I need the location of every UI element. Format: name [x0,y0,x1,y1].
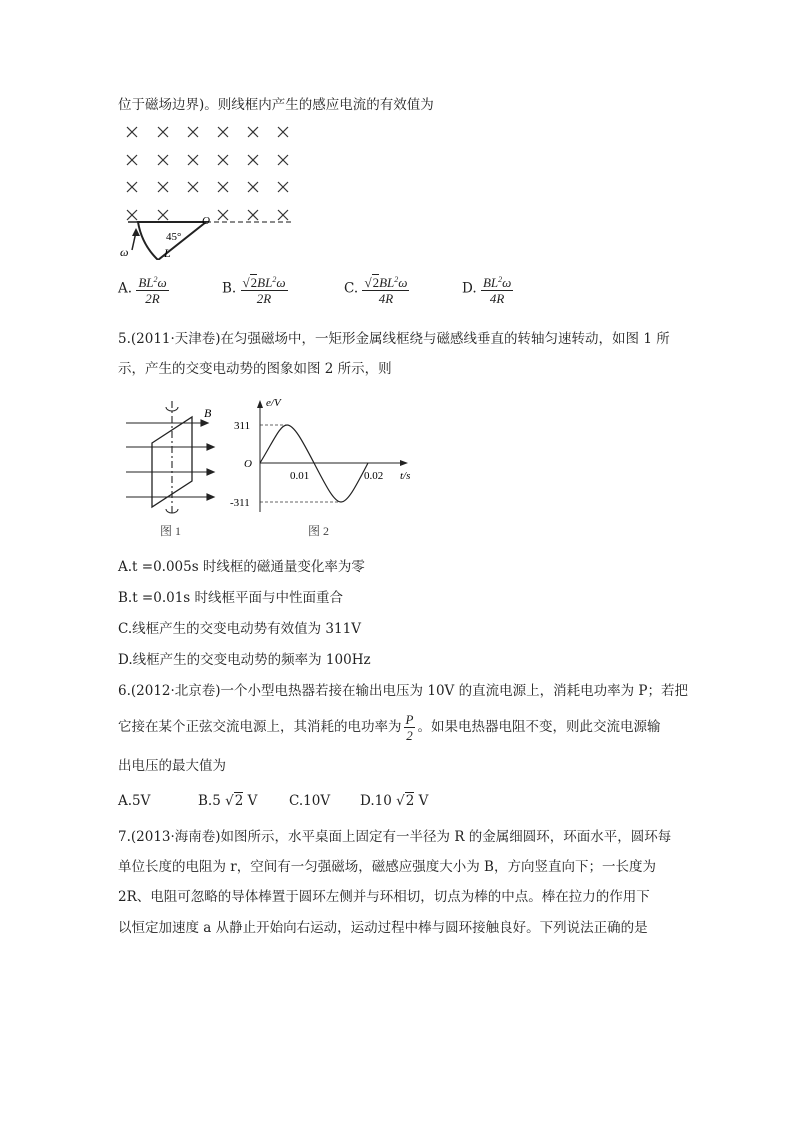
x-axis-label: t/s [400,470,411,482]
origin-label: O [202,215,210,227]
y-axis-label: e/V [266,397,281,409]
q6-fraction: $\frac{P}{2}$ [405,711,414,743]
q6-option-d[interactable]: D.10 √2 V [360,793,429,809]
tick-neg311: -311 [230,497,250,509]
q4-option-b[interactable]: B. $\frac{√2BL^2\omega}{2R}$ [222,272,288,306]
q6-line3: 出电压的最大值为 [118,758,226,774]
q6-option-a[interactable]: A.5V [118,793,151,809]
q6-option-c[interactable]: C.10V [289,793,331,809]
q6-line1: 6.(2012·北京卷)一个小型电热器若接在输出电压为 10V 的直流电源上，消耗电功率为 P；若把 [118,683,688,699]
q5-figure1 [120,395,230,545]
q4-intro-text: 位于磁场边界)。则线框内产生的感应电流的有效值为 [118,97,434,113]
magnetic-field-crosses [127,127,288,220]
b-label: B [204,406,212,420]
q4-option-a[interactable]: A. $\frac{BL^2\omega}{2R}$ [118,272,169,306]
q7-line1: 7.(2013·海南卷)如图所示，水平桌面上固定有一半径为 R 的金属细圆环，环面水平，圆环每 [118,829,672,845]
q7-line3: 2R、电阻可忽略的导体棒置于圆环左侧并与环相切，切点为棒的中点。棒在拉力的作用下 [118,889,650,905]
q7-line4: 以恒定加速度 a 从静止开始向右运动，运动过程中棒与圆环接触良好。下列说法正确的是 [118,920,648,936]
q5-option-a[interactable]: A.t =0.005s 时线框的磁通量变化率为零 [118,559,365,575]
q7-line2: 单位长度的电阻为 r，空间有一匀强磁场，磁感应强度大小为 B，方向竖直向下；一长度为 [118,859,656,875]
tick-001: 0.01 [290,470,310,482]
q5-stem-line1: 5.(2011·天津卷)在匀强磁场中，一矩形金属线框绕与磁感线垂直的转轴匀速转动，如图 1 所 [118,331,670,347]
tick-311: 311 [234,420,251,432]
q6-option-b[interactable]: B.5 √2 V [198,793,258,809]
fig2-caption: 图 2 [308,524,330,538]
length-label: L [164,246,171,260]
q5-figure2 [226,392,416,542]
angle-label: 45° [166,231,182,243]
q4-option-c[interactable]: C. $\frac{√2BL^2\omega}{4R}$ [344,272,409,306]
q5-stem-line2: 示，产生的交变电动势的图象如图 2 所示，则 [118,361,392,377]
fig1-caption: 图 1 [160,524,182,538]
q6-line2: 它接在某个正弦交流电源上，其消耗的电功率为 $\frac{P}{2}$ 。如果电热器电阻不变，则此交流电源输 [118,711,661,743]
q5-option-b[interactable]: B.t =0.01s 时线框平面与中性面重合 [118,590,344,606]
origin-label: O [244,458,252,470]
q4-option-d[interactable]: D. $\frac{BL^2\omega}{4R}$ [462,272,513,306]
q4-figure [118,120,308,260]
omega-label: ω [120,245,129,259]
q5-option-d[interactable]: D.线框产生的交变电动势的频率为 100Hz [118,652,371,668]
tick-002: 0.02 [364,470,384,482]
q5-option-c[interactable]: C.线框产生的交变电动势有效值为 311V [118,621,361,637]
